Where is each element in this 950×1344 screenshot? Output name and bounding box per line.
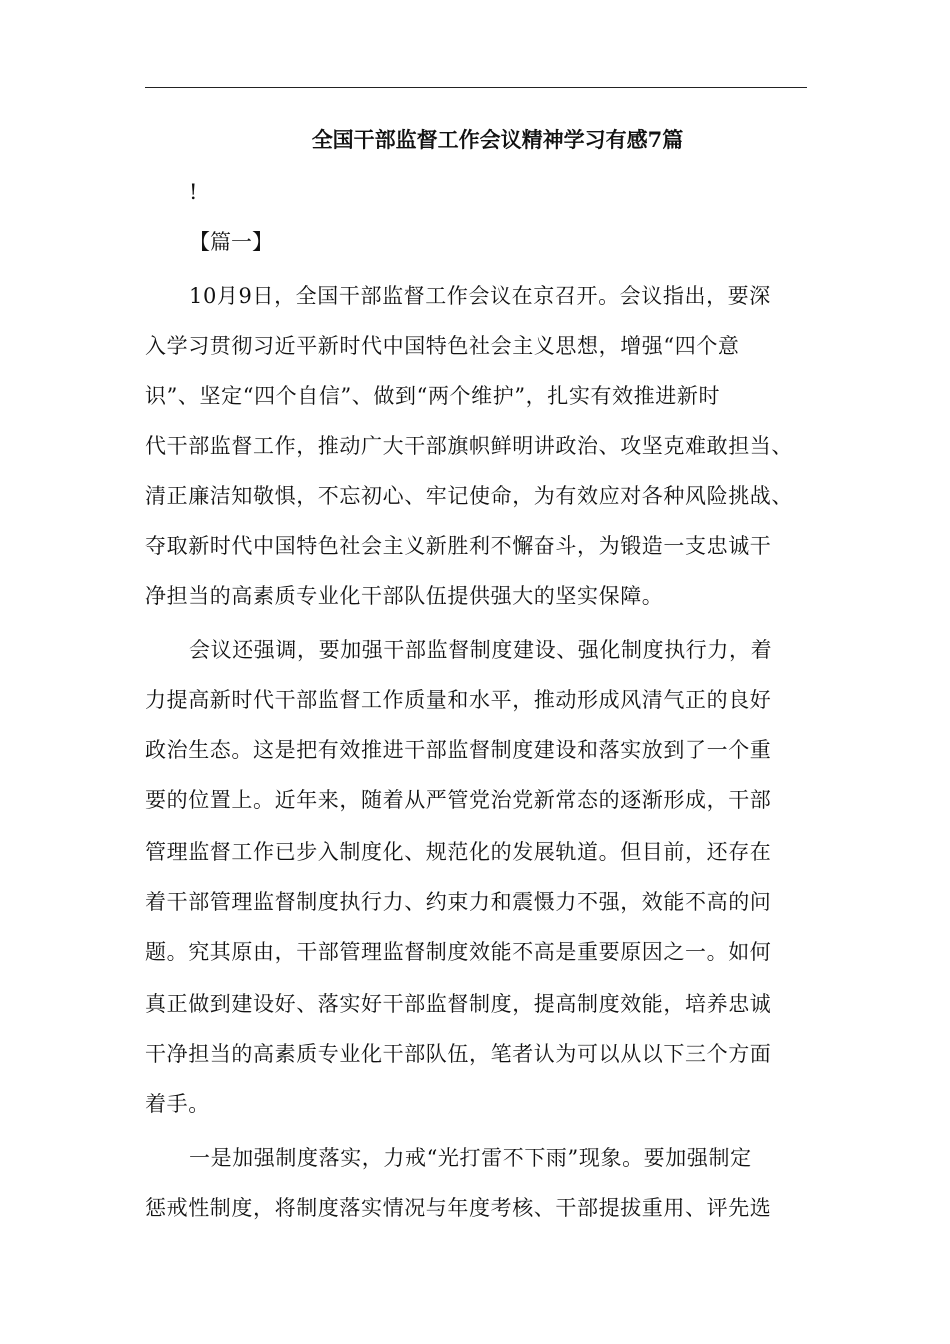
text-line: 干净担当的高素质专业化干部队伍，笔者认为可以从以下三个方面 [145,1042,772,1066]
text-line: 夺取新时代中国特色社会主义新胜利不懈奋斗，为锻造一支忠诚干 [145,534,772,558]
text-line: 管理监督工作已步入制度化、规范化的发展轨道。但目前，还存在 [145,840,772,864]
text-line: 一是加强制度落实，力戒“光打雷不下雨”现象。要加强制定 [189,1146,752,1170]
text-line: 政治生态。这是把有效推进干部监督制度建设和落实放到了一个重 [145,738,772,762]
text-line: 真正做到建设好、落实好干部监督制度，提高制度效能，培养忠诚 [145,992,772,1016]
text-line: 10月9日，全国干部监督工作会议在京召开。会议指出，要深 [189,284,771,308]
text-line: 入学习贯彻习近平新时代中国特色社会主义思想，增强“四个意 [145,334,740,358]
text-line: 着手。 [145,1092,210,1116]
text-line: 净担当的高素质专业化干部队伍提供强大的坚实保障。 [145,584,664,608]
text-line: 会议还强调，要加强干部监督制度建设、强化制度执行力，着 [189,638,773,662]
section-heading: 【篇一】 [189,230,273,254]
text-line: 惩戒性制度，将制度落实情况与年度考核、干部提拔重用、评先选 [145,1196,772,1220]
text-line: 代干部监督工作，推动广大干部旗帜鲜明讲政治、攻坚克难敢担当、 [145,434,793,458]
text-line: 要的位置上。近年来，随着从严管党治党新常态的逐渐形成，干部 [145,788,772,812]
text-line: 清正廉洁知敬惧，不忘初心、牢记使命，为有效应对各种风险挑战、 [145,484,793,508]
text-line: 题。究其原由，干部管理监督制度效能不高是重要原因之一。如何 [145,940,772,964]
exclamation-mark: ! [189,180,198,204]
document-title: 全国干部监督工作会议精神学习有感7篇 [311,127,684,152]
text-line: 力提高新时代干部监督工作质量和水平，推动形成风清气正的良好 [145,688,772,712]
header-rule [145,87,807,88]
text-line: 着干部管理监督制度执行力、约束力和震慑力不强，效能不高的问 [145,890,772,914]
text-line: 识”、坚定“四个自信”、做到“两个维护”，扎实有效推进新时 [145,384,721,408]
